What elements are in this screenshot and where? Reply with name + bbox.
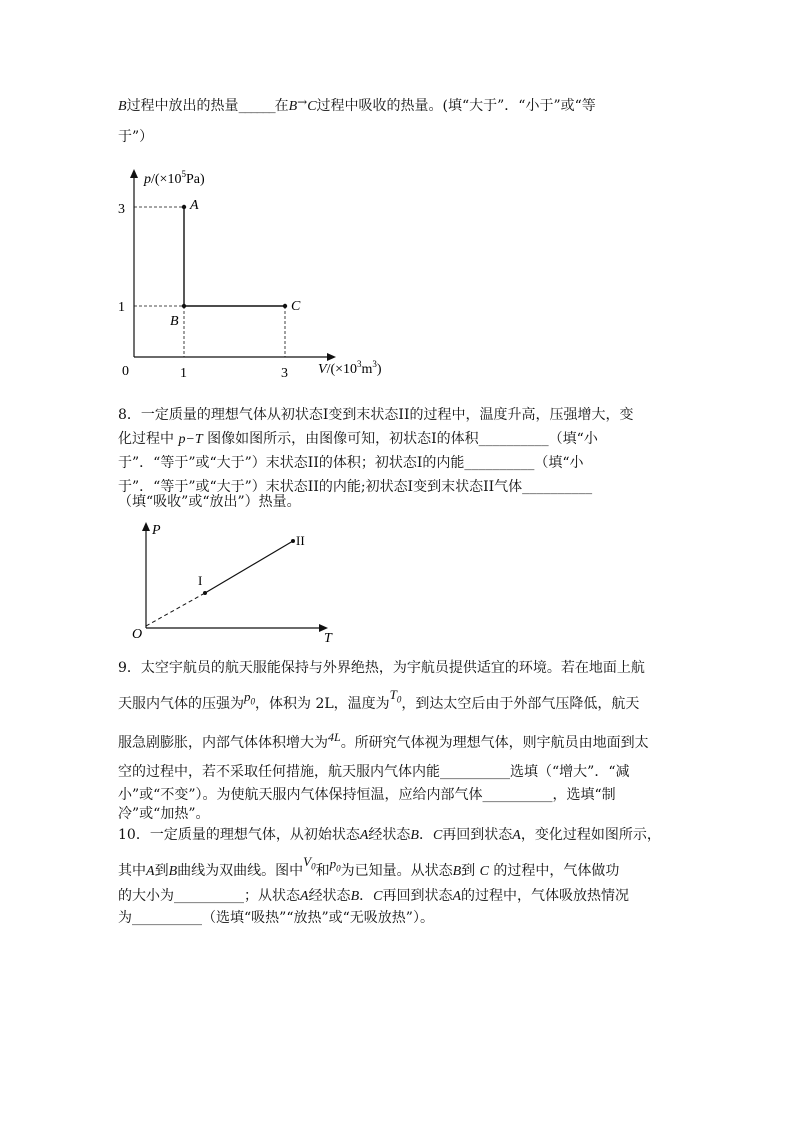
label-A: A bbox=[190, 198, 199, 213]
text: 10．一定质量的理想气体，从初始状态 bbox=[118, 827, 360, 843]
x-tick-1: 1 bbox=[180, 366, 187, 381]
text: ，体积为 bbox=[255, 696, 311, 712]
text: 为已知量。从状态 bbox=[340, 863, 453, 879]
text: 的过程中，气体做功 bbox=[493, 863, 620, 879]
text: 曲线为双曲线。图中 bbox=[177, 863, 304, 879]
text: 的过程中，气体吸放热情况 bbox=[461, 888, 630, 904]
text: ，温度为 bbox=[333, 696, 390, 712]
y-axis-label bbox=[143, 169, 205, 187]
p8-line3 bbox=[118, 453, 584, 473]
x-close: ) bbox=[376, 362, 382, 377]
p9-line6 bbox=[118, 804, 209, 824]
p9-line5 bbox=[118, 785, 616, 805]
text: 9．太空宇航员的航天服能保持与外界绝热，为宇航员提供适宜的环境。若在地面上航 bbox=[118, 660, 645, 676]
y-var: p bbox=[144, 172, 151, 187]
state-label: A bbox=[452, 889, 462, 904]
text: 化过程中 bbox=[118, 431, 174, 447]
process-I-II bbox=[205, 541, 293, 593]
text: ． bbox=[418, 827, 433, 843]
y-unit: /(×10 bbox=[151, 172, 182, 187]
state-label: A bbox=[146, 864, 155, 879]
p7-pv-graph bbox=[110, 163, 410, 388]
text: 天服内气体的压强为 bbox=[118, 696, 244, 712]
y-axis-label: P bbox=[152, 523, 161, 538]
text: ，变化过程如图所示， bbox=[520, 827, 661, 843]
text: ． bbox=[359, 888, 374, 904]
p8-pt-graph bbox=[128, 518, 358, 648]
state-label: A bbox=[359, 828, 369, 843]
state-label: C bbox=[373, 889, 383, 904]
p9-line2 bbox=[118, 687, 640, 719]
symbol-T0: $T_0$ bbox=[389, 687, 402, 705]
state-label: B bbox=[452, 864, 462, 879]
p8-line5 bbox=[118, 492, 301, 512]
p8-line2 bbox=[118, 429, 598, 450]
origin-label: 0 bbox=[122, 364, 129, 379]
state-label: C bbox=[432, 828, 443, 843]
text: 到 bbox=[461, 863, 476, 879]
symbol-2L: 2L bbox=[315, 696, 334, 712]
label-I: I bbox=[198, 573, 203, 588]
x-unit: /(×10 bbox=[326, 362, 358, 377]
formula: p−T bbox=[178, 432, 203, 447]
p9-line1 bbox=[118, 658, 645, 678]
y-tick-1: 1 bbox=[118, 300, 125, 315]
x-exp: 3 bbox=[357, 359, 362, 369]
point-B bbox=[182, 304, 186, 308]
y-axis-arrow-icon bbox=[130, 169, 138, 178]
state-label: A bbox=[300, 889, 309, 904]
x-tail: m bbox=[361, 362, 373, 377]
p8-line1 bbox=[118, 405, 634, 425]
text: 过程中吸收的热量。(填“大于”．“小于”或“等 bbox=[316, 98, 596, 114]
x-var: V bbox=[318, 362, 327, 377]
x-axis-label: T bbox=[324, 631, 332, 646]
symbol-p0: $p_0$ bbox=[329, 856, 341, 874]
arrow-icon: → bbox=[297, 95, 308, 109]
x-axis-label bbox=[318, 359, 382, 377]
text: 再回到状态 bbox=[382, 888, 453, 904]
p9-line3 bbox=[118, 730, 649, 753]
text: 。所研究气体视为理想气体，则宇航员由地面到太 bbox=[340, 735, 649, 751]
state-label: C bbox=[479, 864, 489, 879]
point-I bbox=[203, 591, 207, 595]
label-B: B bbox=[170, 314, 179, 329]
text: ，到达太空后由于外部气压降低，航天 bbox=[401, 696, 640, 712]
text: 再回到状态 bbox=[442, 827, 513, 843]
p10-line3 bbox=[118, 886, 629, 907]
point-II bbox=[291, 539, 295, 543]
text: 空的过程中，若不采取任何措施，航天服内气体内能__________选填（“增大”．“减 bbox=[118, 764, 630, 780]
symbol-p0: $p_0$ bbox=[244, 689, 255, 707]
text: 冷”或“加热”。 bbox=[118, 806, 210, 822]
state-label: B bbox=[350, 889, 360, 904]
state-label: B bbox=[168, 864, 178, 879]
label-II: II bbox=[296, 533, 305, 548]
text: 和 bbox=[315, 863, 330, 879]
p9-line4 bbox=[118, 762, 629, 782]
p10-line2 bbox=[118, 854, 620, 886]
p7-line2 bbox=[118, 127, 153, 147]
symbol-4L: 4L bbox=[328, 730, 341, 744]
point-A bbox=[182, 205, 186, 209]
p7-line1 bbox=[118, 96, 596, 117]
text: 8．一定质量的理想气体从初状态I变到末状态II的过程中，温度升高，压强增大，变 bbox=[118, 407, 634, 423]
origin-label: O bbox=[132, 627, 143, 642]
text: ；从状态 bbox=[244, 888, 300, 904]
text: 经状态 bbox=[368, 827, 411, 843]
y-tick-3: 3 bbox=[118, 202, 125, 217]
state-label: B bbox=[288, 99, 298, 114]
state-label: B bbox=[118, 99, 127, 114]
symbol-V0: $V_0$ bbox=[303, 854, 316, 872]
answer-blank[interactable]: ______ bbox=[238, 98, 275, 114]
text: 过程中放出的热量 bbox=[126, 98, 239, 114]
x-tick-3: 3 bbox=[281, 366, 288, 381]
y-axis-arrow-icon bbox=[142, 522, 150, 531]
state-label: B bbox=[410, 828, 419, 843]
dashed-extension bbox=[146, 593, 205, 626]
x-exp2: 3 bbox=[372, 359, 377, 369]
p10-line4 bbox=[118, 908, 434, 928]
p10-line1 bbox=[118, 825, 661, 846]
text: 的大小为__________ bbox=[118, 888, 244, 904]
state-label: A bbox=[512, 828, 521, 843]
text: 在 bbox=[274, 98, 289, 114]
text: 为__________（选填“吸热”“放热”或“无吸放热”）。 bbox=[118, 910, 434, 926]
text: （填“吸收”或“放出”）热量。 bbox=[118, 494, 301, 510]
state-label: C bbox=[307, 99, 317, 114]
x-axis-arrow-icon bbox=[327, 353, 336, 361]
label-C: C bbox=[291, 299, 301, 314]
text: 到 bbox=[154, 863, 169, 879]
y-exp: 5 bbox=[181, 169, 186, 179]
text: 图像如图所示，由图像可知，初状态I的体积__________（填“小 bbox=[207, 431, 598, 447]
text: 于”．“等于”或“大于”）末状态II的内能;初状态I变到末状态II气体__________ bbox=[118, 479, 593, 495]
text: 小”或“不变”）。为使航天服内气体保持恒温，应给内部气体__________，选填“制 bbox=[118, 787, 616, 803]
text: 服急剧膨胀，内部气体体积增大为 bbox=[118, 735, 328, 751]
text: 其中 bbox=[118, 863, 146, 879]
text: 于”） bbox=[118, 129, 154, 145]
y-tail: Pa bbox=[185, 172, 200, 187]
text: 经状态 bbox=[308, 888, 351, 904]
y-close: ) bbox=[199, 172, 205, 187]
point-C bbox=[283, 304, 287, 308]
text: 于”．“等于”或“大于”）末状态II的体积；初状态I的内能__________（填“小 bbox=[118, 455, 584, 471]
